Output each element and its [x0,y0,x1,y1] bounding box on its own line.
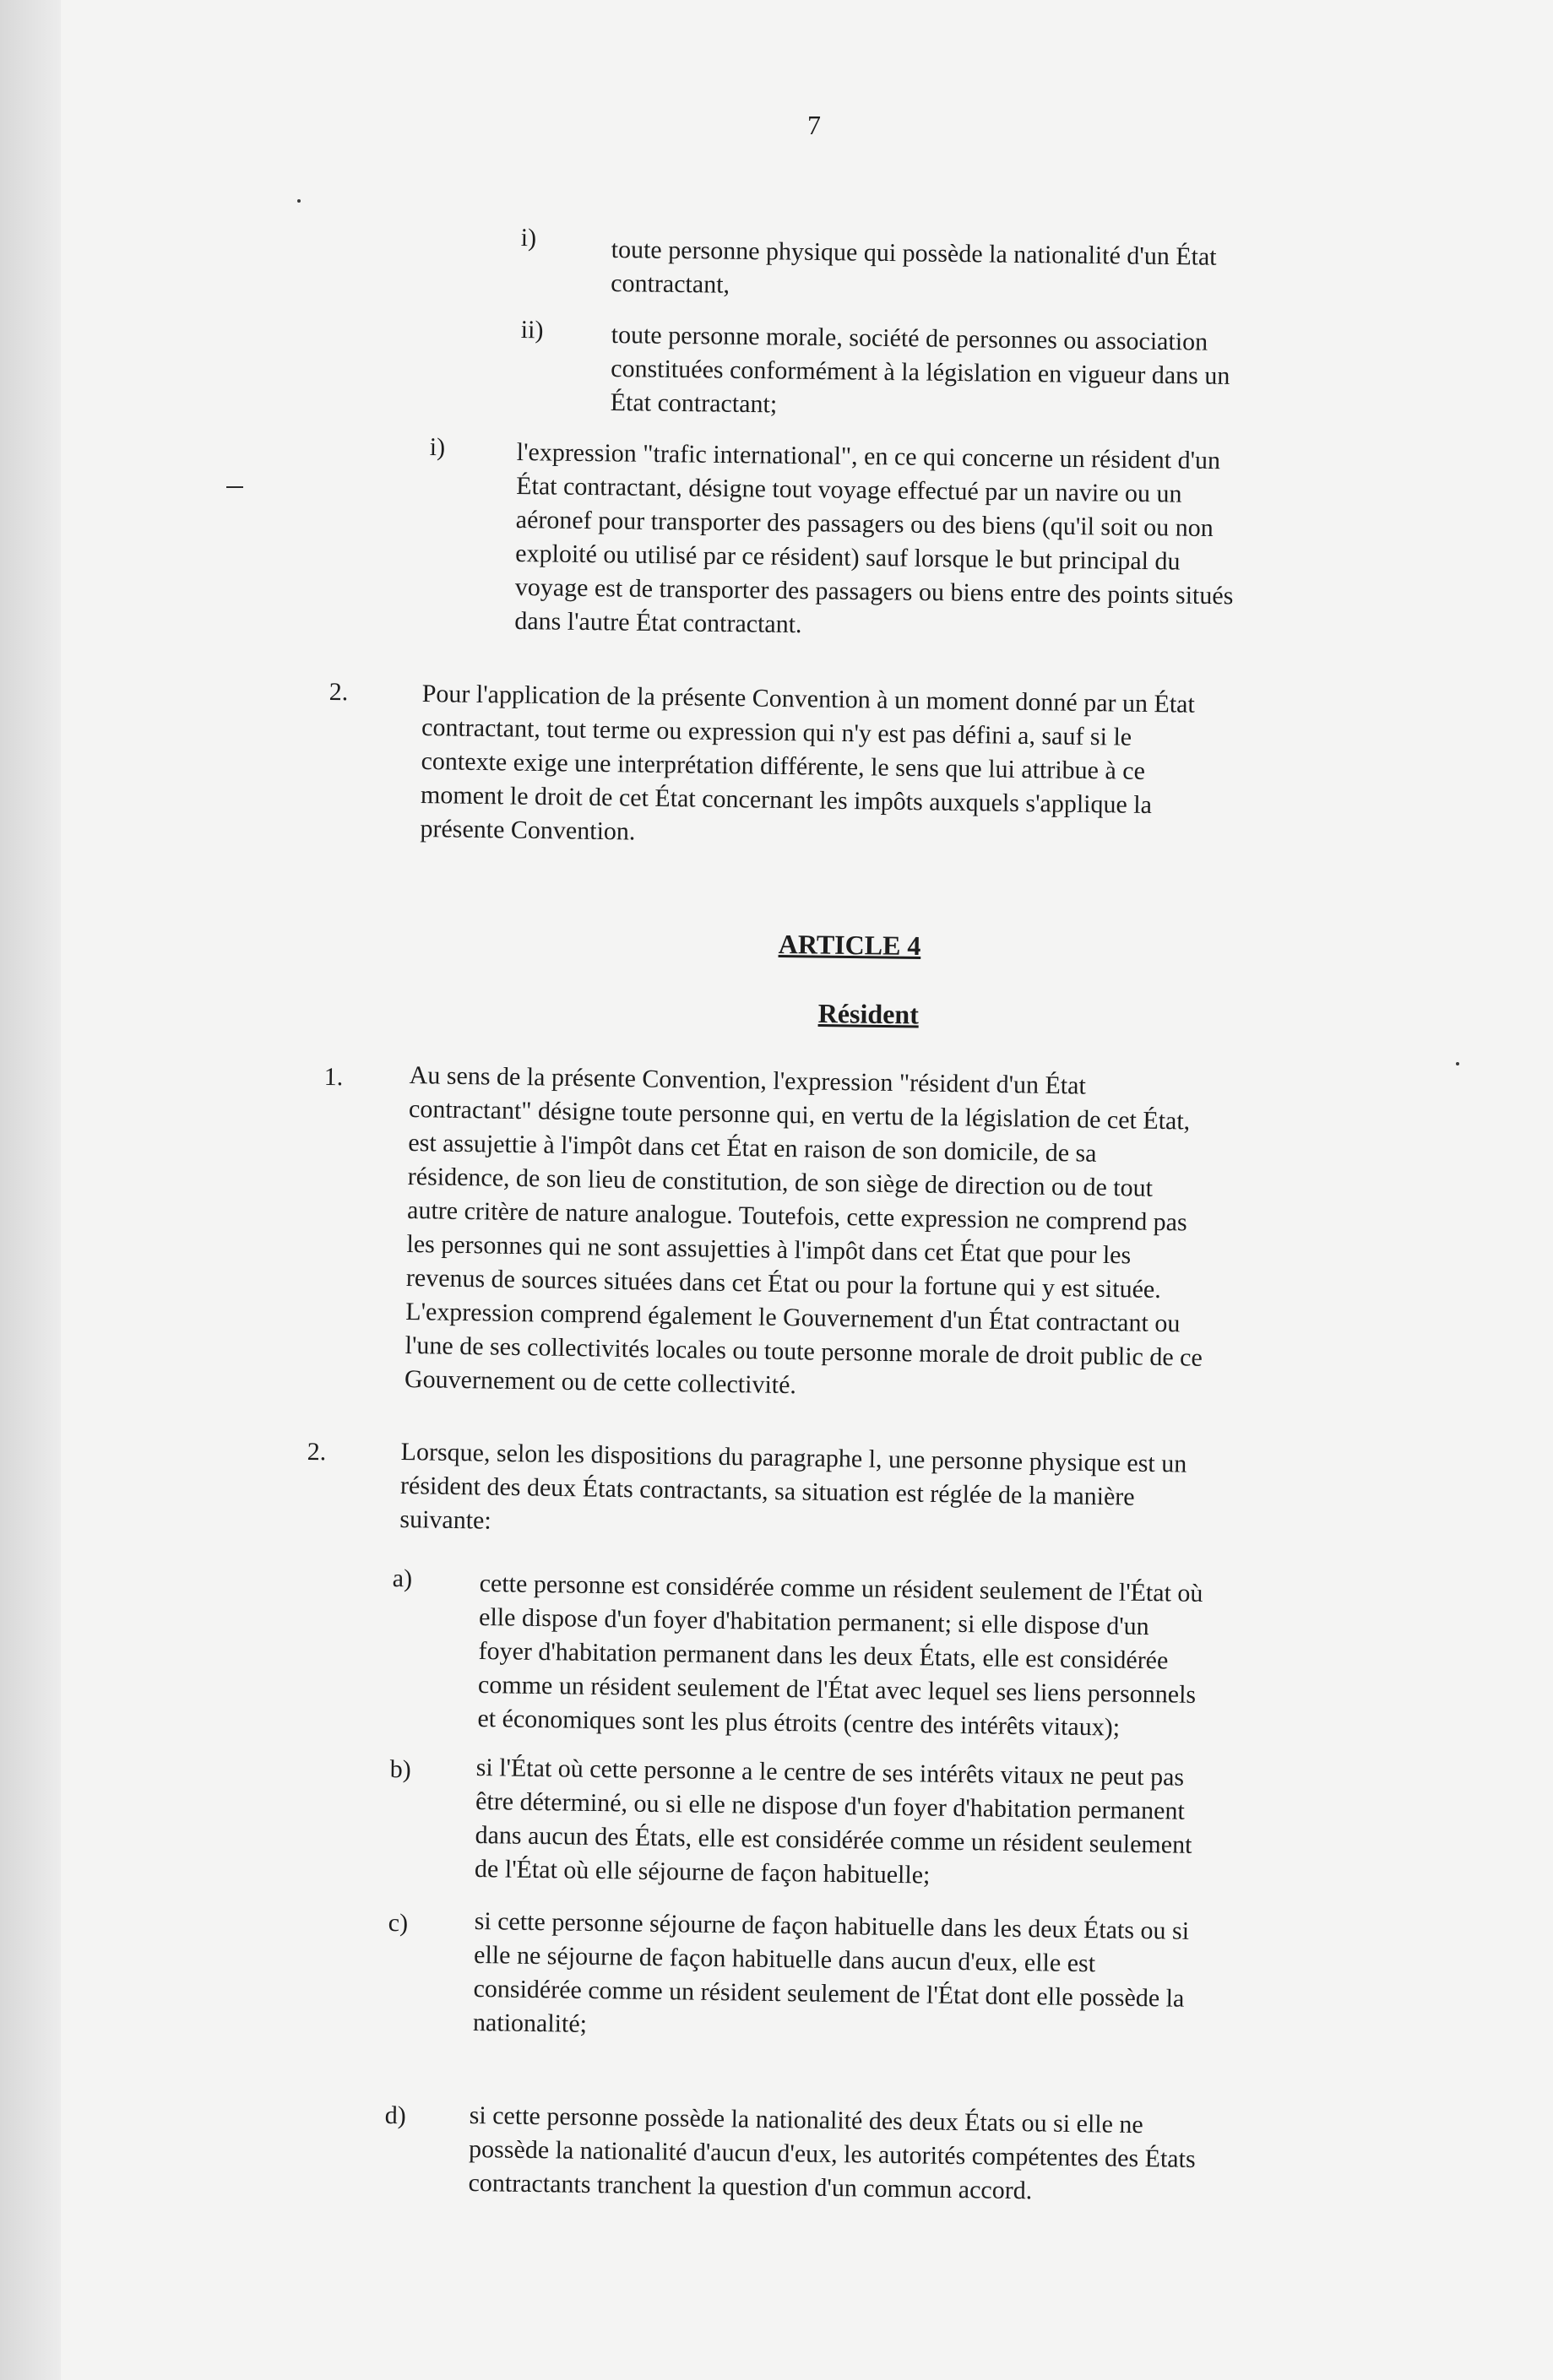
text-line: contexte exige une interprétation différente, le sens que lui attribue à ce [421,746,1146,785]
item-label-ii: ii) [520,315,544,344]
text-line: l'une de ses collectivités locales ou toute personne morale de droit public de ce [405,1331,1203,1372]
text-line: être déterminé, ou si elle ne dispose d'un foyer d'habitation permanent [475,1786,1186,1825]
text-line: et économiques sont les plus étroits (centre des intérêts vitaux); [477,1704,1121,1742]
text-line: est assujettie à l'impôt dans cet État en raison de son domicile, de sa [408,1128,1097,1168]
scan-speck [297,199,301,203]
text-line: elle ne séjourne de façon habituelle dans aucun d'eux, elle est [473,1940,1096,1978]
text-line: moment le droit de cet État concernant les impôts auxquels s'applique la [420,780,1153,820]
article-subtitle: Résident [817,997,920,1030]
text-line: présente Convention. [420,814,636,846]
paragraph-number: 1. [323,1062,344,1092]
paragraph-dual-residence [399,1435,1457,1553]
text-line: cette personne est considérée comme un résident seulement de l'État où [479,1569,1203,1607]
scan-left-edge [0,0,61,2380]
text-line: considérée comme un résident seulement de l'État dont elle possède la [473,1974,1185,2013]
margin-dash-mark [226,486,243,488]
text-line: voyage est de transporter des passagers ou biens entre des points situés [514,572,1234,610]
text-line: Lorsque, selon les dispositions du paragraphe l, une personne physique est un [400,1437,1187,1478]
subitem-label-c: c) [388,1908,409,1938]
text-line: exploité ou utilisé par ce résident) sauf lorsque le but principal du [515,539,1181,576]
text-line: Gouvernement ou de cette collectivité. [404,1364,797,1400]
paragraph-resident-definition [405,1059,1457,1412]
text-line: foyer d'habitation permanent dans les deux États, elle est considérée [478,1636,1169,1675]
text-line: dans l'autre État contractant. [514,606,802,639]
text-line: dans aucun des États, elle est considérée comme un résident seulement [475,1820,1192,1859]
item-text-trafic-international [514,436,1463,650]
document-page [61,0,1553,2380]
paragraph-number: 2. [329,677,349,707]
text-line: si l'État où cette personne a le centre de ses intérêts vitaux ne peut pas [475,1753,1185,1792]
text-line: suivante: [399,1504,491,1535]
text-line: elle dispose d'un foyer d'habitation permanent; si elle dispose d'un [478,1602,1149,1641]
subitem-label-d: d) [384,2101,406,2130]
text-line: contractants tranchent la question d'un commun accord. [468,2168,1033,2205]
item-label-i-second: i) [429,432,446,462]
text-line: si cette personne séjourne de façon habituelle dans les deux États ou si [474,1906,1190,1945]
page-number: 7 [807,110,821,140]
paragraph-number: 2. [307,1437,327,1466]
text-line: résidence, de son lieu de constitution, de son siège de direction ou de tout [407,1162,1154,1202]
text-line: si cette personne possède la nationalité des deux États ou si elle ne [469,2101,1143,2139]
text-line: de l'État où elle séjourne de façon habituelle; [474,1854,931,1889]
item-text-ii [611,318,1456,430]
article-title: ARTICLE 4 [778,928,921,962]
subitem-text-d [468,2099,1449,2214]
text-line: les personnes qui ne sont assujetties à l'impôt dans cet État que pour les [406,1229,1132,1270]
subitem-text-c [473,1905,1446,2053]
text-line: autre critère de nature analogue. Toutefois, cette expression ne comprend pas [406,1195,1187,1237]
text-line: contractant, tout terme ou expression qui n'y est pas défini a, sauf si le [421,713,1132,751]
text-line: toute personne physique qui possède la nationalité d'un État [611,235,1217,271]
text-line: État contractant; [610,388,778,419]
text-line: l'expression "trafic international", en ce qui concerne un résident d'un [516,437,1221,475]
text-line: possède la nationalité d'aucun d'eux, les autorités compétentes des États [468,2134,1196,2174]
subitem-text-a [477,1567,1451,1749]
subitem-text-b [475,1751,1447,1900]
subitem-label-a: a) [392,1564,413,1593]
text-line: Pour l'application de la présente Convention à un moment donné par un État [421,679,1196,718]
text-line: Au sens de la présente Convention, l'expression "résident d'un État [409,1060,1087,1100]
text-line: nationalité; [472,2008,588,2038]
text-line: L'expression comprend également le Gouvernement d'un État contractant ou [405,1297,1181,1338]
paragraph-interpretation [420,677,1444,860]
text-line: comme un résident seulement de l'État avec lequel ses liens personnels [477,1670,1197,1709]
subitem-label-b: b) [389,1754,411,1784]
item-label-i: i) [520,223,537,252]
text-line: revenus de sources situées dans cet État ou pour la fortune qui y est située. [405,1263,1161,1304]
text-line: constituées conformément à la législation en vigueur dans un [611,354,1230,390]
text-line: toute personne morale, société de personnes ou association [611,320,1208,356]
text-line: contractant, [611,268,730,299]
text-line: aéronef pour transporter des passagers ou des biens (qu'il soit ou non [515,505,1214,543]
scan-speck [1456,1062,1459,1065]
item-text-i [611,233,1456,311]
text-line: contractant" désigne toute personne qui, en vertu de la législation de cet État, [408,1094,1191,1136]
text-line: résident des deux États contractants, sa situation est réglée de la manière [399,1471,1135,1511]
text-line: État contractant, désigne tout voyage effectué par un navire ou un [516,471,1182,508]
